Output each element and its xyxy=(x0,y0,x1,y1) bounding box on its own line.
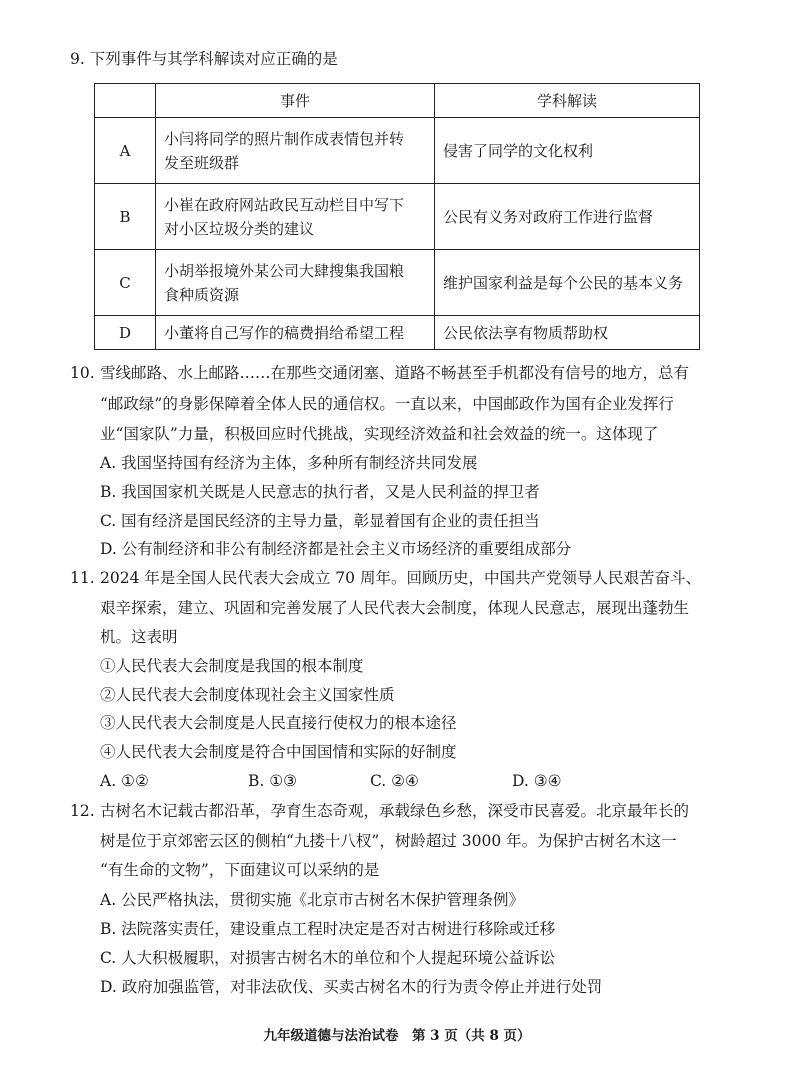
table-header-label xyxy=(95,84,156,118)
table-row xyxy=(95,250,700,316)
row-event-line: 发至班级群 xyxy=(164,153,240,172)
q12-stem-line: “有生命的文物”，下面建议可以采纳的是 xyxy=(100,861,380,879)
q11-option-a: A. ①② xyxy=(100,772,149,790)
q12-stem-line: 树是位于京郊密云区的侧柏“九搂十八杈”，树龄超过 3000 年。为保护古树名木这一 xyxy=(100,832,677,850)
q12-option-d: D. 政府加强监管，对非法砍伐、买卖古树名木的行为责令停止并进行处罚 xyxy=(100,978,603,996)
q12-number: 12. xyxy=(70,802,95,820)
q10-stem-line: 业“国家队”力量，积极回应时代挑战，实现经济效益和社会效益的统一。这体现了 xyxy=(100,425,659,443)
q11-stem-line: 2024 年是全国人民代表大会成立 70 周年。回顾历史，中国共产党领导人民艰苦奋斗、 xyxy=(100,569,701,587)
q9-stem: 下列事件与其学科解读对应正确的是 xyxy=(89,50,338,68)
q12-option-a: A. 公民严格执法，贯彻实施《北京市古树名木保护管理条例》 xyxy=(100,891,525,909)
row-reading: 维护国家利益是每个公民的基本义务 xyxy=(435,250,700,316)
row-event xyxy=(156,250,435,316)
q10-stem-line: “邮政绿”的身影保障着全体人民的通信权。一直以来，中国邮政作为国有企业发挥行 xyxy=(100,395,674,413)
q11-option-d: D. ③④ xyxy=(512,772,562,790)
row-event xyxy=(156,316,435,350)
row-label: C xyxy=(95,250,156,316)
table-row xyxy=(95,184,700,250)
q11-statement-2: ②人民代表大会制度体现社会主义国家性质 xyxy=(100,686,395,704)
table-header-reading: 学科解读 xyxy=(435,84,700,118)
table-row xyxy=(95,118,700,184)
row-reading: 公民有义务对政府工作进行监督 xyxy=(435,184,700,250)
q9-stem-line xyxy=(70,48,338,70)
q10-option-c: C. 国有经济是国民经济的主导力量，彰显着国有企业的责任担当 xyxy=(100,512,540,530)
row-event-line: 小崔在政府网站政民互动栏目中写下 xyxy=(164,195,405,214)
row-event xyxy=(156,184,435,250)
row-event-line: 小胡举报境外某公司大肆搜集我国粮 xyxy=(164,261,405,280)
q11-number: 11. xyxy=(70,569,95,587)
table-row xyxy=(95,316,700,350)
row-label: A xyxy=(95,118,156,184)
q9-number: 9. xyxy=(70,50,85,68)
q10-number: 10. xyxy=(70,364,95,382)
row-event-line: 小董将自己写作的稿费捐给希望工程 xyxy=(164,323,405,342)
table-header-row xyxy=(95,84,700,118)
q12-stem-line: 古树名木记载古都沿革，孕育生态奇观，承载绿色乡愁，深受市民喜爱。北京最年长的 xyxy=(100,802,690,820)
q10-option-d: D. 公有制经济和非公有制经济都是社会主义市场经济的重要组成部分 xyxy=(100,540,572,558)
q11-stem-line: 机。这表明 xyxy=(100,628,178,646)
page-footer: 九年级道德与法治试卷 第 3 页（共 8 页） xyxy=(263,1028,531,1044)
q9-table xyxy=(94,83,700,350)
row-event-line: 食种质资源 xyxy=(164,285,240,304)
q11-option-c: C. ②④ xyxy=(370,772,419,790)
q11-statement-1: ①人民代表大会制度是我国的根本制度 xyxy=(100,657,364,675)
table-header-event: 事件 xyxy=(156,84,435,118)
q10-option-b: B. 我国国家机关既是人民意志的执行者，又是人民利益的捍卫者 xyxy=(100,483,540,501)
row-event xyxy=(156,118,435,184)
q11-statement-4: ④人民代表大会制度是符合中国国情和实际的好制度 xyxy=(100,743,457,761)
row-reading: 侵害了同学的文化权利 xyxy=(435,118,700,184)
row-reading: 公民依法享有物质帮助权 xyxy=(435,316,700,350)
q11-statement-3: ③人民代表大会制度是人民直接行使权力的根本途径 xyxy=(100,714,457,732)
q11-option-b: B. ①③ xyxy=(248,772,298,790)
q11-stem-line: 艰辛探索，建立、巩固和完善发展了人民代表大会制度，体现人民意志，展现出蓬勃生 xyxy=(100,599,690,617)
q10-option-a: A. 我国坚持国有经济为主体，多种所有制经济共同发展 xyxy=(100,454,478,472)
row-event-line: 对小区垃圾分类的建议 xyxy=(164,219,315,238)
q12-option-b: B. 法院落实责任，建设重点工程时决定是否对古树进行移除或迁移 xyxy=(100,920,556,938)
row-label: B xyxy=(95,184,156,250)
row-label: D xyxy=(95,316,156,350)
row-event-line: 小闫将同学的照片制作成表情包并转 xyxy=(164,129,405,148)
q12-option-c: C. 人大积极履职，对损害古树名木的单位和个人提起环境公益诉讼 xyxy=(100,949,556,967)
q10-stem-line: 雪线邮路、水上邮路……在那些交通闭塞、道路不畅甚至手机都没有信号的地方，总有 xyxy=(100,364,690,382)
